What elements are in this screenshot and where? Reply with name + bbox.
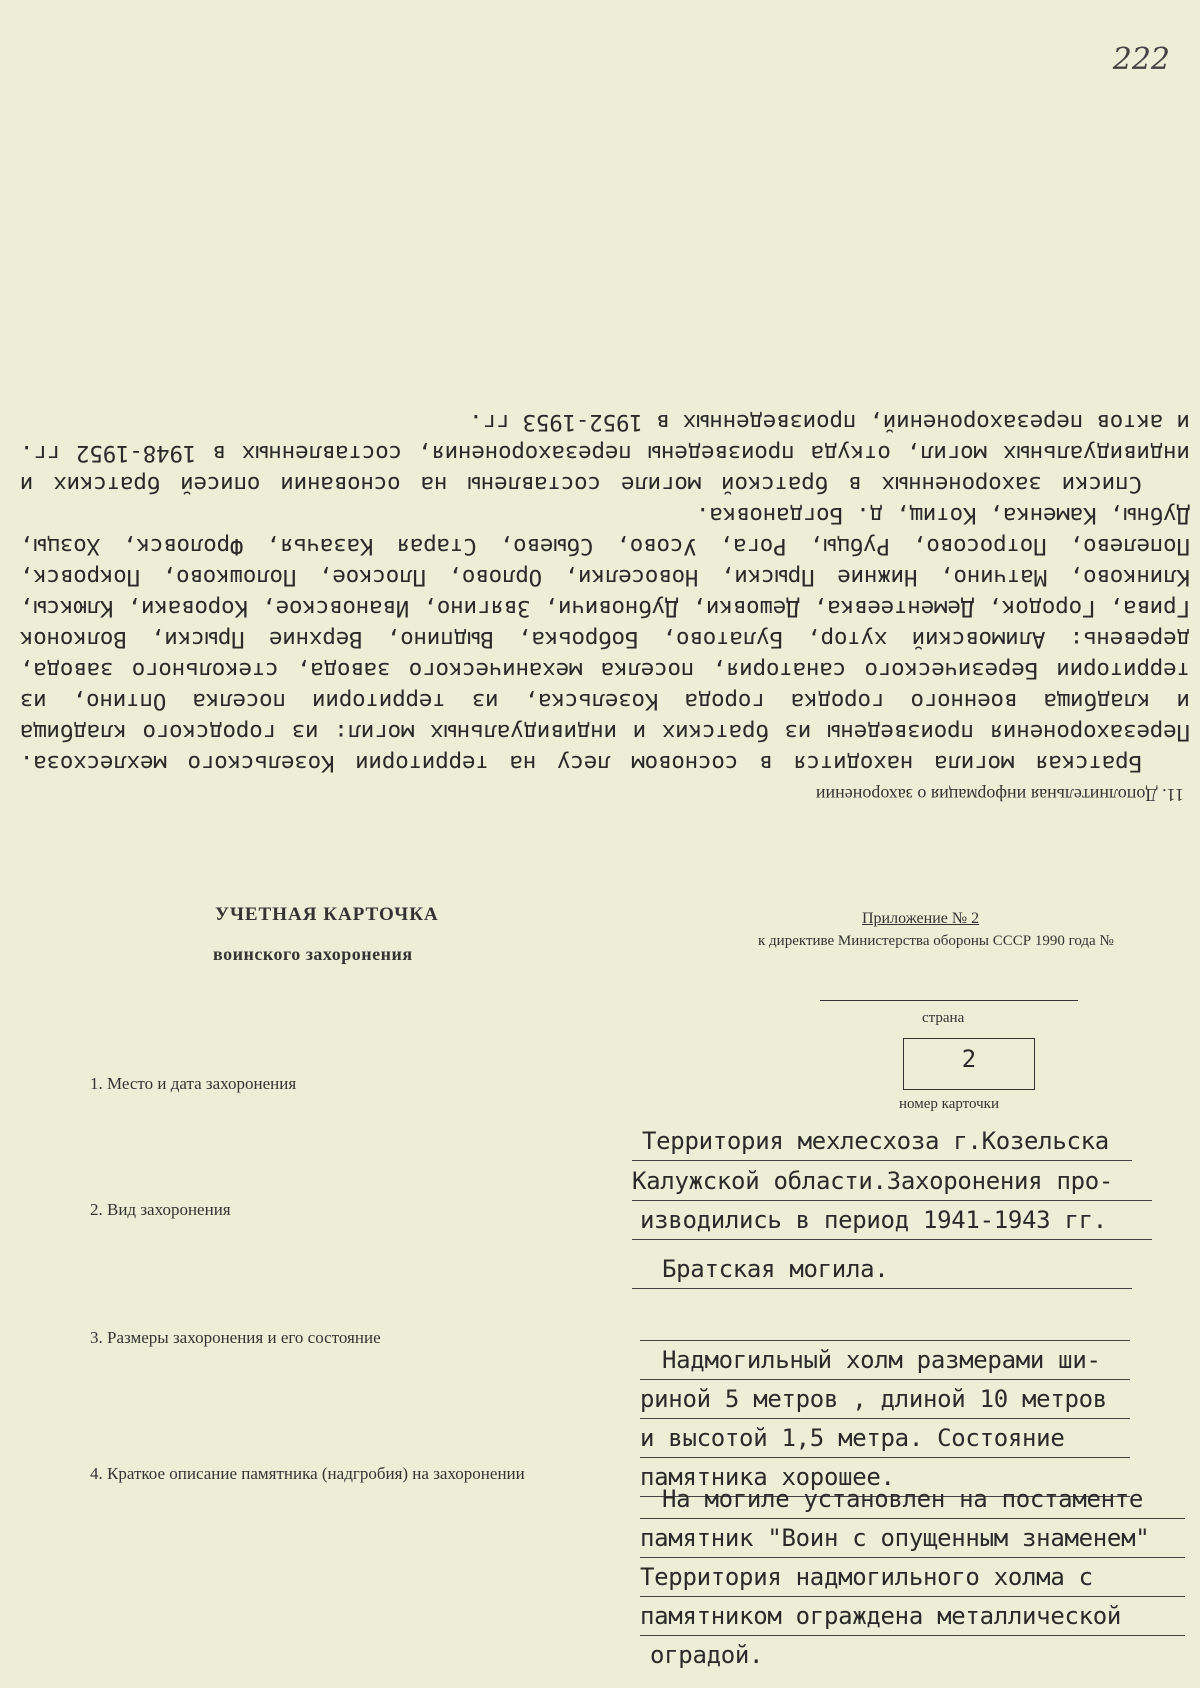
answer-line: риной 5 метров , длиной 10 метров — [640, 1380, 1130, 1419]
answer-line: Братская могила. — [632, 1250, 1132, 1289]
answer-line: Территория надмогильного холма с — [640, 1558, 1185, 1597]
paragraph-lists: Списки захороненных в братской могиле составлены на основании описей братских и индивидуальных могил, откуда произведены перезахоронения, составленных в 1948-1952 гг. и актов перезахоронений, произведенных в 1952-1953 гг. — [20, 409, 1190, 497]
paragraph-reburials: Братская могила находится в сосновом лесу на территории Козельского мехлесхоза. Перезахоронения произведены из братских и индивидуальных могил: из городского кладбища и кладбища военного городка города Козельска, из территории поселка Оптино, из территории Березического санатория, поселка механического завода, стекольного завода, деревень: Алимовский хутор, Булатово, Боброька, Выдпино, Верхние Прыски, Волконок Грива, Городок, Дементеевка, Дешовки, Дубновичи, Звягино, Ивановское, Короваки, Клюксы, Клинково, Матчино, Нижние Прыски, Новоселки, Орлово, Плоское, Полошково, Покровск, Попелево, Потросово, Рубцы, Рога, Усово, Сбыево, Старая Казачья, Фроловск, Хозцы, Дубны, Каменка, Котищ, д. Богдановка. — [20, 502, 1190, 776]
answer-line: и высотой 1,5 метра. Состояние — [640, 1419, 1130, 1458]
card-number-label: номер карточки — [899, 1096, 999, 1112]
additional-info-upside-down — [20, 205, 1190, 805]
answer-size-condition — [640, 1320, 1130, 1497]
item-label-monument-description: 4. Краткое описание памятника (надгробия) на захоронении — [90, 1464, 525, 1483]
country-line — [820, 1000, 1078, 1001]
answer-line: Калужской области.Захоронения про- — [632, 1162, 1152, 1201]
answer-line: памятника хорошее. — [640, 1458, 1130, 1497]
answer-place-date-rest — [632, 1162, 1152, 1240]
section-title-additional-info: 11. Дополнительная информация о захоронении — [815, 785, 1184, 805]
answer-line: памятник "Воин с опущенным знаменем" — [640, 1519, 1185, 1558]
page-number: 222 — [1112, 42, 1170, 77]
answer-line: памятником ограждена металлической — [640, 1597, 1185, 1636]
directive-text: к директиве Министерства обороны СССР 1990 года № — [758, 933, 1114, 949]
card-number-box: 2 — [903, 1038, 1035, 1090]
item-label-size-condition: 3. Размеры захоронения и его состояние — [90, 1328, 381, 1347]
answer-line: На могиле установлен на постаменте — [640, 1480, 1185, 1519]
country-label: страна — [922, 1010, 965, 1026]
answer-monument-description — [640, 1480, 1185, 1674]
answer-line: Надмогильный холм размерами ши- — [640, 1341, 1130, 1380]
appendix-label: Приложение № 2 — [862, 910, 980, 927]
answer-line: Территория мехлесхоза г.Козельска — [632, 1122, 1132, 1161]
card-subtitle: воинского захоронения — [213, 944, 413, 964]
item-label-place-date: 1. Место и дата захоронения — [90, 1074, 297, 1093]
answer-blank-line — [640, 1320, 1130, 1341]
answer-place-date-first — [632, 1122, 1132, 1161]
answer-burial-type — [632, 1250, 1132, 1289]
card-title: УЧЕТНАЯ КАРТОЧКА — [215, 904, 439, 925]
item-label-burial-type: 2. Вид захоронения — [90, 1200, 231, 1219]
answer-line: оградой. — [650, 1641, 764, 1669]
answer-line: изводились в период 1941-1943 гг. — [632, 1201, 1152, 1240]
